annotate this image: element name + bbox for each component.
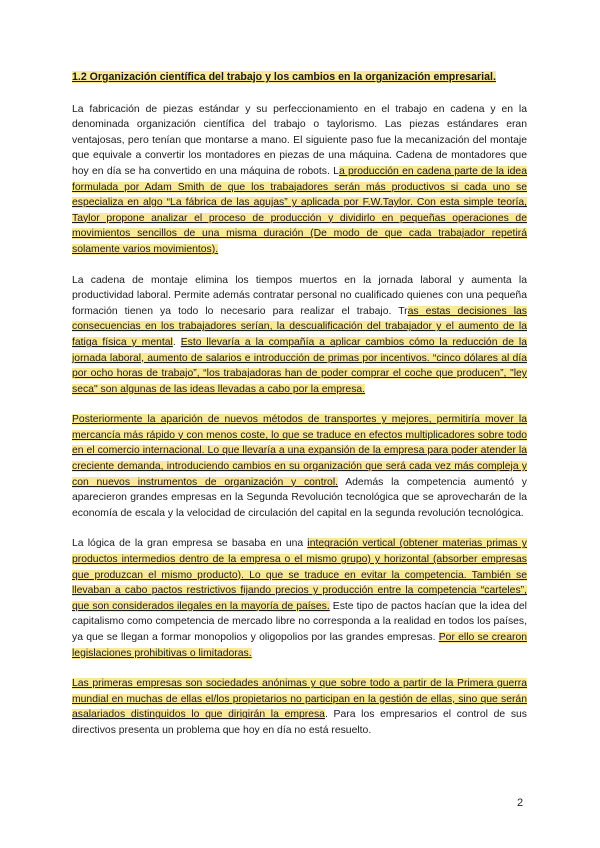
paragraph-1 xyxy=(72,102,527,258)
page-number: 2 xyxy=(517,797,524,809)
paragraph-3-highlight: Posteriormente la aparición de nuevos métodos de transportes y mejores, permitiría mover la mercancía más rápido y con menos coste, lo que se traduce en efectos multiplicadores sobre todo en el comercio internacional. Lo que llevaría a una expansión de la empresa para poder atender la creciente demanda, introduciendo cambios en su organización que será cada vez más compleja y con nuevos instrumentos de organización y control. xyxy=(72,414,527,488)
paragraph-1-highlight: a producción en cadena parte de la idea formulada por Adam Smith de que los trabajadores serán más productivos si cada uno se especializa en algo “La fábrica de las agujas” y aplicada por F.W.Taylor. Con esta simple teoría, Taylor propone analizar el proceso de producción y dividirlo en pequeñas operaciones de movimientos sencillos de una misma duración (De modo de que cada trabajador repetirá solamente varios movimientos). xyxy=(72,165,527,255)
paragraph-2-highlight-2: Esto llevaría a la compañía a aplicar cambios cómo la reducción de la jornada laboral, aumento de salarios e introducción de primas por incentivos. “cinco dólares al día por ocho horas de trabajo”, “los trabajadoras han de poder comprar el coche que producen”, "ley seca" son algunas de las ideas llevadas a cabo por la empresa. xyxy=(72,336,527,395)
section-title xyxy=(72,70,527,86)
paragraph-3 xyxy=(72,412,527,521)
paragraph-2-text: La cadena de montaje elimina los tiempos muertos en la jornada laboral y aumenta la productividad laboral. Permite además contratar personal no cualificado quienes con una pequeña formación tienen ya todo lo necesario para realizar el trabajo. Tr xyxy=(72,274,527,317)
paragraph-4-text-2: Este tipo de pactos hacían que la idea del capitalismo como competencia de mercado libre no corresponda a la realidad en todos los países, ya que se llegan a formar monopolios y oligopolios por las grandes empresas. xyxy=(72,600,527,643)
paragraph-5-text: . Para los empresarios el control de sus directivos presenta un problema que hoy en día no está resuelto. xyxy=(72,709,527,736)
document-body xyxy=(72,70,527,754)
paragraph-5 xyxy=(72,676,527,738)
paragraph-1-text: La fabricación de piezas estándar y su perfeccionamiento en el trabajo en cadena y en la denominada organización científica del trabajo o taylorismo. Las piezas estándares eran ventajosas, pero tenían que montarse a mano. El siguiente paso fue la mecanización del montaje que equivale a convertir los montadores en piezas de una máquina. Cadena de montadores que hoy en día se ha convertido en una máquina de robots. L xyxy=(72,103,527,177)
paragraph-4-text: La lógica de la gran empresa se basaba en una xyxy=(72,538,308,550)
paragraph-2 xyxy=(72,273,527,398)
paragraph-2-text-2: . xyxy=(172,336,181,348)
section-title-text: 1.2 Organización científica del trabajo y los cambios en la organización empresarial. xyxy=(72,71,496,83)
paragraph-3-text: Además la competencia aumentó y aparecieron grandes empresas en la Segunda Revolución tecnológica que se aprovecharán de la economía de escala y la velocidad de circulación del capital en la segunda revolución tecnológica. xyxy=(72,476,527,519)
paragraph-2-highlight: as estas decisiones las consecuencias en los trabajadores serían, la descualificación del trabajador y el aumento de la fatiga física y mental xyxy=(72,305,527,348)
paragraph-4-highlight: integración vertical (obtener materias primas y productos intermedios dentro de la empresa o el mismo grupo) y horizontal (absorber empresas que produzcan el mismo producto). Lo que se traduce en evitar la competencia. También se llevaban a cabo pactos restrictivos fijando precios y producción entre la competencia “carteles”, que son considerados ilegales en la mayoría de países. xyxy=(72,538,527,612)
paragraph-4 xyxy=(72,536,527,661)
paragraph-5-highlight: Las primeras empresas son sociedades anónimas y que sobre todo a partir de la Primera guerra mundial en muchas de ellas el/los propietarios no participan en la gestión de ellas, sino que serán asalariados distinguidos lo que dirigirán la empresa xyxy=(72,678,527,721)
paragraph-4-highlight-2: Por ello se crearon legislaciones prohibitivas o limitadoras. xyxy=(72,632,528,659)
